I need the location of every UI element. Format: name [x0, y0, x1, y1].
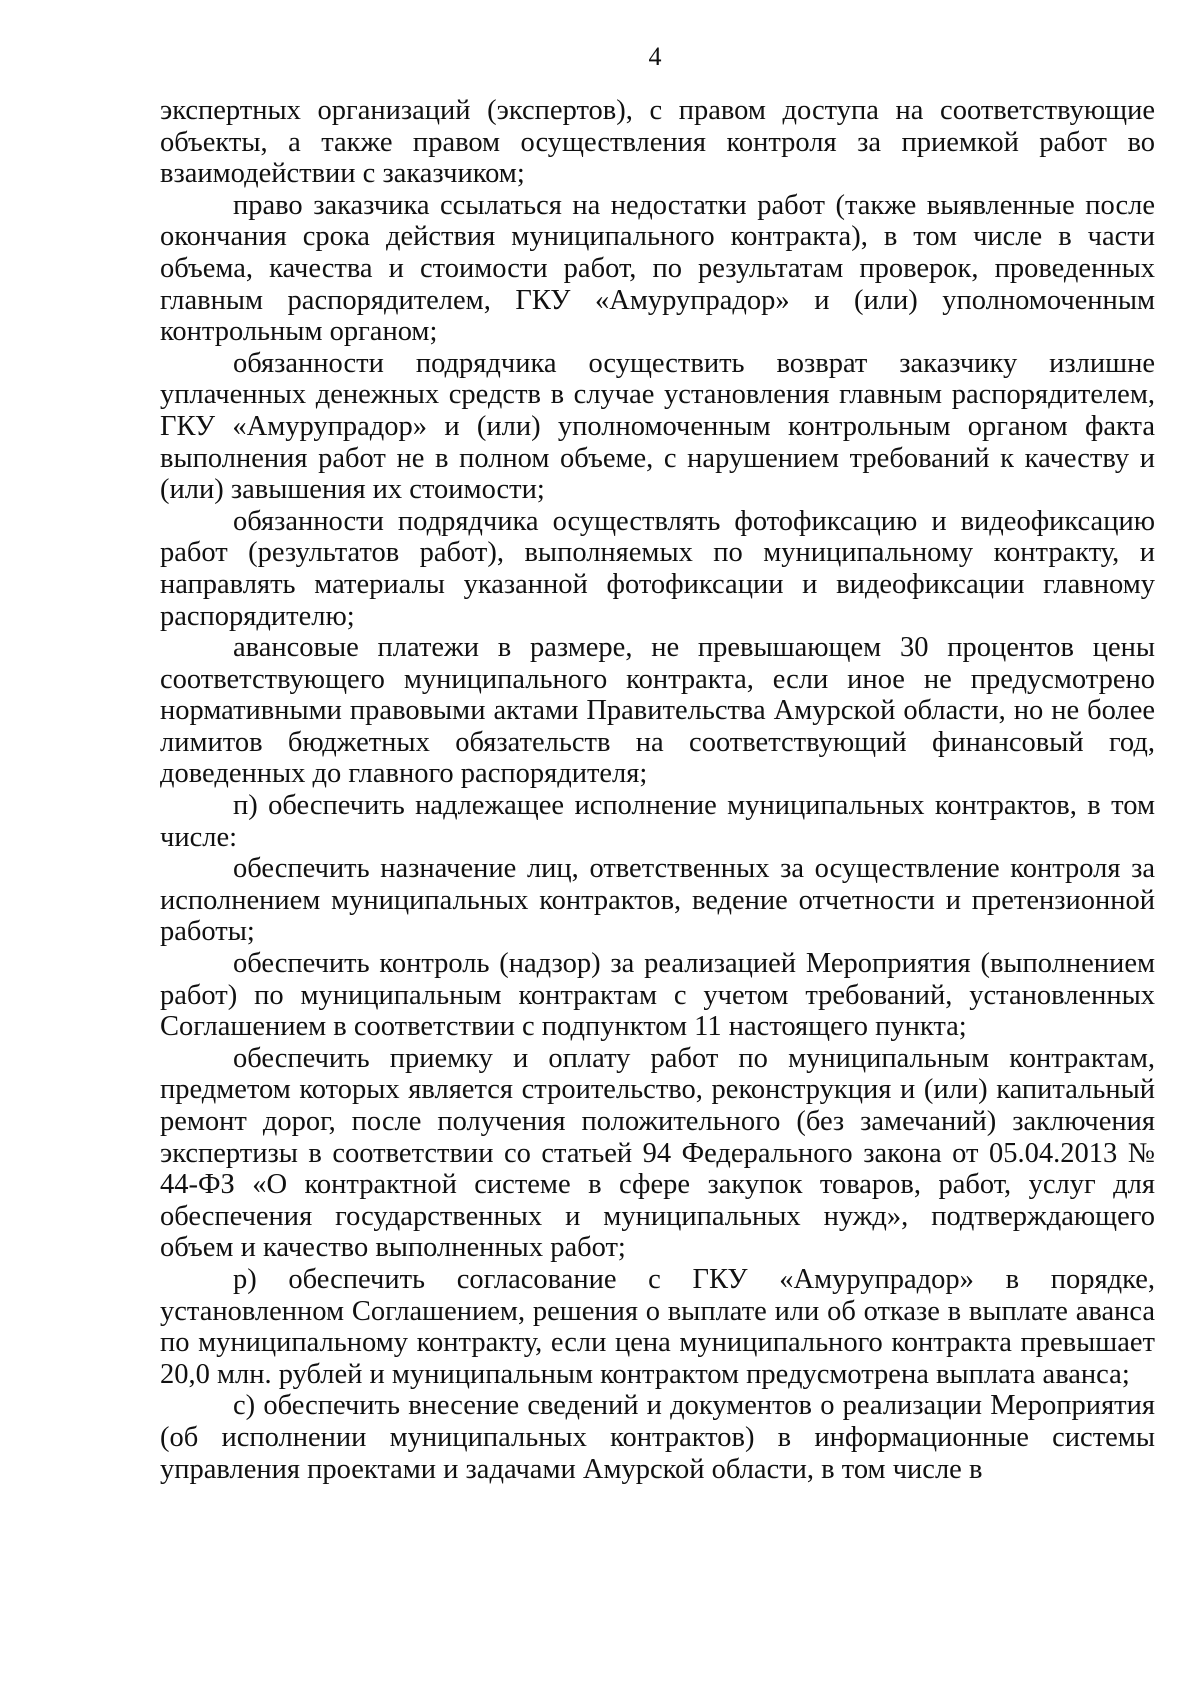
paragraph: обеспечить назначение лиц, ответственных за осуществление контроля за исполнением муниципальных контрактов, ведение отчетности и претензионной работы; — [160, 853, 1155, 948]
paragraph: обеспечить приемку и оплату работ по муниципальным контрактам, предметом которых является строительство, реконструкция и (или) капитальный ремонт дорог, после получения положительного (без замечаний) заключения экспертизы в соответствии со статьей 94 Федерального закона от 05.04.2013 № 44-ФЗ «О контрактной системе в сфере закупок товаров, работ, услуг для обеспечения государственных и муниципальных нужд», подтверждающего объем и качество выполненных работ; — [160, 1042, 1155, 1264]
paragraph: п) обеспечить надлежащее исполнение муниципальных контрактов, в том числе: — [160, 790, 1155, 853]
paragraph: обязанности подрядчика осуществлять фотофиксацию и видеофиксацию работ (результатов работ), выполняемых по муниципальному контракту, и направлять материалы указанной фотофиксации и видеофиксации главному распорядителю; — [160, 505, 1155, 632]
page-number: 4 — [648, 42, 662, 71]
paragraph: обязанности подрядчика осуществить возврат заказчику излишне уплаченных денежных средств в случае установления главным распорядителем, ГКУ «Амурупрадор» и (или) уполномоченным контрольным органом факта выполнения работ не в полном объеме, с нарушением требований к качеству и (или) завышения их стоимости; — [160, 347, 1155, 506]
document-body — [160, 95, 1155, 1485]
paragraph: обеспечить контроль (надзор) за реализацией Мероприятия (выполнением работ) по муниципальным контрактам с учетом требований, установленных Соглашением в соответствии с подпунктом 11 настоящего пункта; — [160, 948, 1155, 1043]
paragraph: с) обеспечить внесение сведений и документов о реализации Мероприятия (об исполнении муниципальных контрактов) в информационные системы управления проектами и задачами Амурской области, в том числе в — [160, 1390, 1155, 1485]
paragraph: авансовые платежи в размере, не превышающем 30 процентов цены соответствующего муниципального контракта, если иное не предусмотрено нормативными правовыми актами Правительства Амурской области, но не более лимитов бюджетных обязательств на соответствующий финансовый год, доведенных до главного распорядителя; — [160, 632, 1155, 790]
paragraph: право заказчика ссылаться на недостатки работ (также выявленные после окончания срока действия муниципального контракта), в том числе в части объема, качества и стоимости работ, по результатам проверок, проведенных главным распорядителем, ГКУ «Амурупрадор» и (или) уполномоченным контрольным органом; — [160, 189, 1155, 348]
paragraph: экспертных организаций (экспертов), с правом доступа на соответствующие объекты, а также правом осуществления контроля за приемкой работ во взаимодействии с заказчиком; — [160, 95, 1155, 190]
paragraph: р) обеспечить согласование с ГКУ «Амурупрадор» в порядке, установленном Соглашением, решения о выплате или об отказе в выплате аванса по муниципальному контракту, если цена муниципального контракта превышает 20,0 млн. рублей и муниципальным контрактом предусмотрена выплата аванса; — [160, 1263, 1155, 1390]
